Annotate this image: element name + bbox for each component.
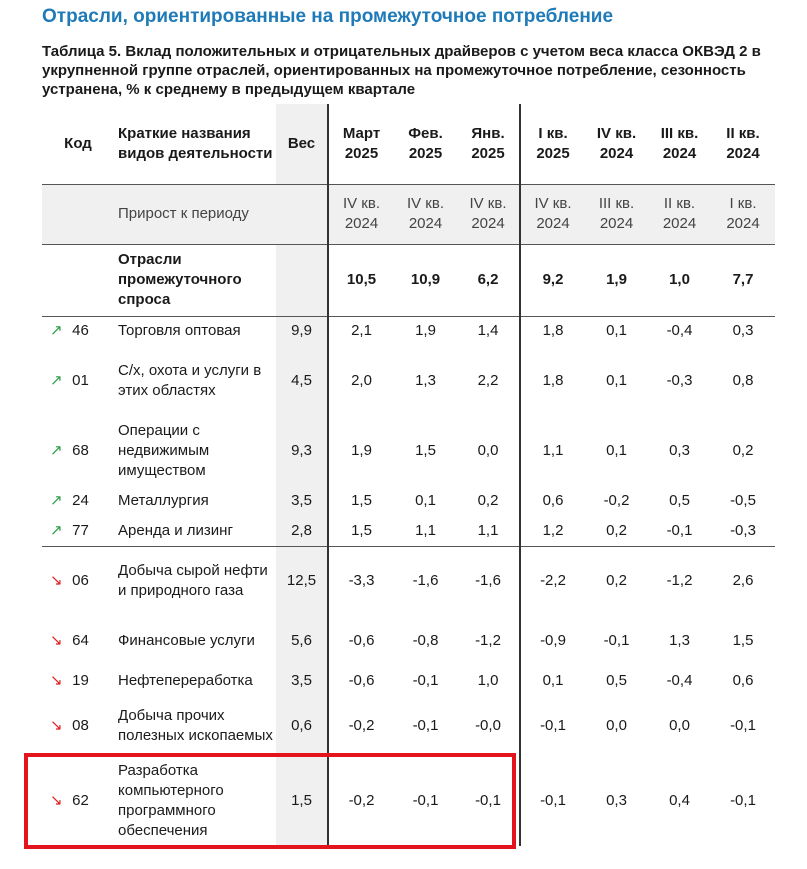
table-row xyxy=(42,486,775,516)
trend-up-arrow-icon: ↗ xyxy=(50,492,63,509)
value-cell: 0,1 xyxy=(415,492,436,509)
trend-down-arrow-icon: ↘ xyxy=(50,672,63,689)
subheader-cell: II кв. 2024 xyxy=(648,184,711,244)
value-cell: 0,1 xyxy=(606,442,627,459)
trend-up-arrow-icon: ↗ xyxy=(50,372,63,389)
trend-down-arrow-icon: ↘ xyxy=(50,717,63,734)
code-cell xyxy=(42,486,114,516)
weight-value: 9,9 xyxy=(276,316,328,346)
value-cell: 1,8 xyxy=(542,322,564,340)
value-cell: 0,2 xyxy=(606,572,627,590)
value-cell: -1,6 xyxy=(457,546,520,616)
weight-value: 3,5 xyxy=(276,486,328,516)
value-cell: 1,8 xyxy=(542,372,564,389)
subheader-cell: IV кв. 2024 xyxy=(394,184,457,244)
value-cell: 1,4 xyxy=(457,316,520,346)
weight-value: 3,5 xyxy=(276,666,328,696)
trend-down-arrow-icon: ↘ xyxy=(50,572,63,590)
weight-value: 2,8 xyxy=(276,516,328,546)
value-cell: -0,3 xyxy=(711,516,775,546)
code-cell xyxy=(42,696,114,756)
total-row xyxy=(42,244,775,316)
weight-value: 9,3 xyxy=(276,416,328,486)
value-cell: 0,0 xyxy=(606,717,627,734)
value-cell: 0,3 xyxy=(732,322,754,340)
col-header-mar-2025: Март 2025 xyxy=(328,104,394,184)
value-cell: 2,0 xyxy=(351,372,372,389)
code-value: 06 xyxy=(72,572,89,590)
code-value: 62 xyxy=(72,792,89,809)
value-cell: 0,6 xyxy=(542,492,564,509)
subheader-cell: I кв. 2024 xyxy=(711,184,775,244)
col-header-q3-2024: III кв. 2024 xyxy=(648,104,711,184)
activity-name: Разработка компьютерного программного обеспечения xyxy=(118,762,224,839)
code-value: 01 xyxy=(72,372,89,389)
activity-name: Торговля оптовая xyxy=(118,322,241,340)
page-title: Отрасли, ориентированные на промежуточное потребление xyxy=(42,6,614,27)
code-cell xyxy=(42,346,114,416)
activity-name: Металлургия xyxy=(118,492,209,509)
value-cell: 0,6 xyxy=(732,672,754,689)
value-cell: 1,2 xyxy=(520,516,585,546)
weight-value: 12,5 xyxy=(276,546,328,616)
table-row xyxy=(42,346,775,416)
value-cell: -0,1 xyxy=(457,756,520,846)
value-cell: 1,1 xyxy=(394,516,457,546)
table-row xyxy=(42,516,775,546)
code-cell xyxy=(42,616,114,666)
table-row xyxy=(42,696,775,756)
col-header-weight: Вес xyxy=(276,104,328,184)
value-cell: 1,1 xyxy=(542,442,564,459)
value-cell: 0,5 xyxy=(669,492,690,509)
value-cell: 1,9 xyxy=(351,442,372,459)
drivers-table xyxy=(42,104,775,846)
value-cell: 0,0 xyxy=(669,717,690,734)
value-cell: 1,9 xyxy=(415,322,436,340)
drivers-table-container xyxy=(42,104,775,846)
value-cell: -1,2 xyxy=(666,572,693,590)
weight-value: 0,6 xyxy=(276,696,328,756)
code-value: 08 xyxy=(72,717,89,734)
value-cell: 2,1 xyxy=(351,322,372,340)
col-header-jan-2025: Янв. 2025 xyxy=(457,104,520,184)
col-header-q2-2024: II кв. 2024 xyxy=(711,104,775,184)
table-row xyxy=(42,546,775,616)
activity-name: Добыча сырой нефти и природного газа xyxy=(118,562,268,600)
value-cell: -0,1 xyxy=(540,717,566,734)
activity-name: Финансовые услуги xyxy=(118,632,255,649)
subheader-cell: IV кв. 2024 xyxy=(457,184,520,244)
col-header-q4-2024: IV кв. 2024 xyxy=(585,104,648,184)
activity-name: Аренда и лизинг xyxy=(114,516,276,546)
value-cell: 1,0 xyxy=(457,666,520,696)
col-header-name: Краткие названия видов деятельности xyxy=(114,104,276,184)
value-cell: -0,1 xyxy=(412,717,439,734)
value-cell: -1,2 xyxy=(457,616,520,666)
table-row xyxy=(42,616,775,666)
value-cell: 1,5 xyxy=(732,632,754,649)
value-cell: 0,1 xyxy=(606,322,627,340)
value-cell: -1,6 xyxy=(412,572,439,590)
total-value: 1,0 xyxy=(648,244,711,316)
value-cell: -2,2 xyxy=(540,572,566,590)
value-cell: -3,3 xyxy=(348,572,375,590)
trend-up-arrow-icon: ↗ xyxy=(50,442,63,459)
value-cell: 1,3 xyxy=(415,372,436,389)
value-cell: -0,9 xyxy=(540,632,566,649)
code-value: 46 xyxy=(72,322,89,340)
value-cell: 1,5 xyxy=(328,516,394,546)
col-header-feb-2025: Фев. 2025 xyxy=(394,104,457,184)
value-cell: 0,2 xyxy=(457,486,520,516)
value-cell: -0,0 xyxy=(457,696,520,756)
activity-name: Нефтепереработка xyxy=(118,672,253,689)
value-cell: -0,2 xyxy=(348,717,375,734)
value-cell: 0,3 xyxy=(669,442,690,459)
value-cell: -0,1 xyxy=(540,792,566,809)
header-row xyxy=(42,104,775,184)
total-value: 7,7 xyxy=(711,244,775,316)
subheader-cell: IV кв. 2024 xyxy=(520,184,585,244)
value-cell: -0,1 xyxy=(648,516,711,546)
table-row xyxy=(42,316,775,346)
value-cell: 0,2 xyxy=(585,516,648,546)
value-cell: -0,1 xyxy=(412,792,439,809)
value-cell: -0,2 xyxy=(348,792,375,809)
value-cell: 0,4 xyxy=(669,792,690,809)
value-cell: 0,1 xyxy=(542,672,564,689)
value-cell: 1,5 xyxy=(351,492,372,509)
value-cell: -0,1 xyxy=(730,792,756,809)
col-header-q1-2025: I кв. 2025 xyxy=(520,104,585,184)
subheader-cell: IV кв. 2024 xyxy=(328,184,394,244)
code-value: 68 xyxy=(72,442,89,459)
subheader-label: Прирост к периоду xyxy=(114,184,276,244)
total-value: 10,9 xyxy=(394,244,457,316)
value-cell: -0,4 xyxy=(666,322,693,340)
highlight-box xyxy=(24,753,516,849)
code-cell xyxy=(42,666,114,696)
table-row xyxy=(42,666,775,696)
total-label: Отрасли промежуточного спроса xyxy=(114,244,276,316)
value-cell: 0,3 xyxy=(606,792,627,809)
total-value: 1,9 xyxy=(585,244,648,316)
value-cell: 2,2 xyxy=(457,346,520,416)
value-cell: 1,1 xyxy=(457,516,520,546)
trend-up-arrow-icon: ↗ xyxy=(50,521,63,539)
subheader-cell: III кв. 2024 xyxy=(585,184,648,244)
code-value: 19 xyxy=(72,672,89,689)
value-cell: -0,4 xyxy=(666,672,693,689)
code-cell xyxy=(42,316,114,346)
total-value: 10,5 xyxy=(328,244,394,316)
value-cell: -0,1 xyxy=(603,632,630,649)
subheader-row xyxy=(42,184,775,244)
code-value: 24 xyxy=(72,492,89,509)
value-cell: -0,3 xyxy=(666,372,693,389)
activity-name: С/х, охота и услуги в этих областях xyxy=(118,362,262,399)
total-value: 6,2 xyxy=(457,244,520,316)
value-cell: -0,1 xyxy=(412,672,439,689)
value-cell: 1,5 xyxy=(415,442,436,459)
activity-name: Операции с недвижимым имуществом xyxy=(118,422,210,479)
weight-value: 5,6 xyxy=(276,616,328,666)
value-cell: -0,1 xyxy=(730,717,756,734)
value-cell: -0,6 xyxy=(348,632,375,649)
col-header-code: Код xyxy=(42,104,114,184)
value-cell: -0,8 xyxy=(412,632,439,649)
value-cell: 0,5 xyxy=(606,672,627,689)
code-cell xyxy=(42,546,114,616)
code-value: 64 xyxy=(72,632,89,649)
value-cell: 0,0 xyxy=(457,416,520,486)
table-caption: Таблица 5. Вклад положительных и отрицательных драйверов с учетом веса класса ОКВЭД 2 в укрупненной группе отраслей, ориентированных на промежуточное потребление, сезонность устранена, % к среднему в предыдущем квартале xyxy=(42,43,761,98)
value-cell: 0,2 xyxy=(732,442,754,459)
trend-down-arrow-icon: ↘ xyxy=(50,632,63,649)
value-cell: 2,6 xyxy=(732,572,754,590)
trend-down-arrow-icon: ↘ xyxy=(50,792,63,809)
code-cell xyxy=(42,416,114,486)
value-cell: 0,1 xyxy=(606,372,627,389)
activity-name: Добыча прочих полезных ископаемых xyxy=(118,707,273,744)
code-cell xyxy=(42,516,114,546)
value-cell: -0,6 xyxy=(348,672,375,689)
value-cell: 1,3 xyxy=(669,632,690,649)
weight-value: 4,5 xyxy=(276,346,328,416)
weight-value: 1,5 xyxy=(276,756,328,846)
trend-up-arrow-icon: ↗ xyxy=(50,322,63,340)
value-cell: -0,5 xyxy=(730,492,756,509)
table-row xyxy=(42,416,775,486)
total-value: 9,2 xyxy=(520,244,585,316)
code-value: 77 xyxy=(72,521,89,539)
value-cell: -0,2 xyxy=(603,492,630,509)
value-cell: 0,8 xyxy=(732,372,754,389)
